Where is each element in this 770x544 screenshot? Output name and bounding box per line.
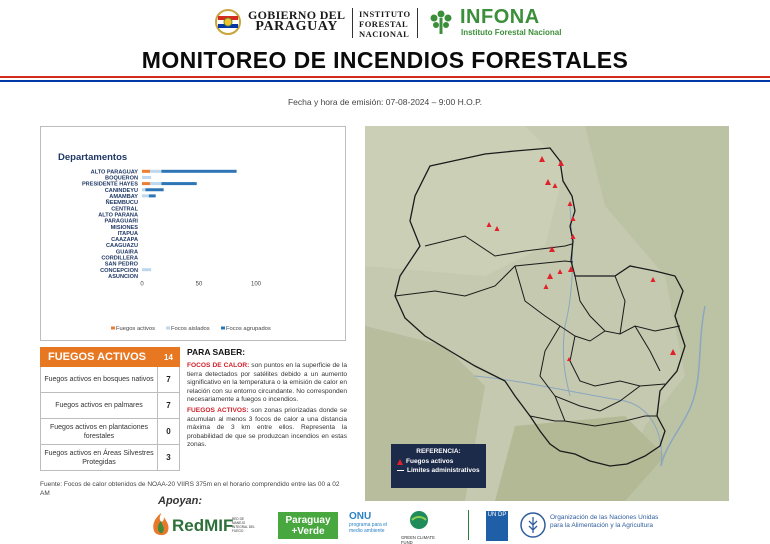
gov-line1: GOBIERNO DEL: [248, 8, 346, 22]
boundary-line-icon: [397, 470, 404, 472]
gcf-text: GREEN CLIMATE FUND: [401, 535, 435, 544]
bar-segment: [142, 176, 151, 179]
redmif-small-text: RED DE MANEJO INTEGRAL DEL FUEGO: [232, 517, 255, 533]
category-label: ÑEEMBUCU: [105, 200, 138, 207]
row-label: Fuegos activos en Áreas Silvestres Protegidas: [41, 445, 158, 470]
legend-label: Fuegos activos: [116, 326, 155, 332]
legend-fire-item: [397, 458, 480, 465]
inst-line3: NACIONAL: [359, 29, 410, 39]
legend-label: Focos agrupados: [226, 326, 271, 332]
bar-segment: [145, 188, 163, 191]
bar-segment: [142, 170, 150, 173]
category-label: GUAIRA: [115, 249, 138, 256]
legend-fire-label: Fuegos activos: [406, 458, 454, 465]
info-title: PARA SABER:: [187, 347, 246, 357]
row-label: Fuegos activos en palmares: [41, 393, 158, 418]
bar-segment: [149, 194, 156, 197]
legend-swatch: [111, 327, 115, 330]
unep-logo: [349, 511, 397, 539]
category-label: CAAZAPA: [111, 237, 138, 244]
institute-name: [359, 9, 411, 39]
divider: [417, 8, 418, 38]
table-row: [40, 367, 180, 393]
x-tick-label: 100: [250, 281, 262, 288]
undp-logo: [486, 511, 508, 541]
gov-line2: PARAGUAY: [255, 19, 338, 34]
legend-swatch: [221, 327, 225, 330]
category-label: MISIONES: [110, 224, 138, 231]
onu-name: ONU: [349, 511, 372, 522]
row-value: 0: [166, 427, 171, 436]
category-label: CAAGUAZU: [105, 243, 138, 250]
active-fires-title: FUEGOS ACTIVOS: [48, 351, 146, 363]
focos-text: son puntos en la superficie de la tierra detectados por satélites debido a un aumento significativo en la temperatura o la emisión de calor en relación con su entorno circundante. No corresponden necesariamente a fuegos o incendios.: [187, 362, 347, 404]
onu-subtitle: programa para el medio ambiente: [349, 522, 388, 534]
flag-stripe-blue: [0, 80, 770, 82]
fao-logo: [519, 511, 659, 539]
fao-emblem-icon: [519, 511, 547, 539]
paraguay-fire-map: [365, 126, 729, 501]
legend-swatch: [166, 327, 170, 330]
info-section: [187, 347, 347, 452]
legend-limits-label: Limites administrativos: [407, 467, 480, 474]
pyverde-line1: Paraguay: [285, 515, 331, 526]
category-label: PRESIDENTE HAYES: [81, 181, 138, 188]
row-value: 3: [166, 453, 171, 462]
inst-line1: INSTITUTO: [359, 9, 411, 19]
x-tick-label: 50: [195, 281, 203, 288]
x-tick-label: 0: [140, 281, 144, 288]
bar-segment: [142, 188, 145, 191]
map-legend: [391, 444, 486, 488]
active-fires-header: [40, 347, 180, 367]
fire-triangle-icon: [397, 459, 403, 465]
fao-name: Organización de las Naciones Unidas para la Alimentación y la Agricultura: [550, 514, 659, 529]
category-label: ALTO PARAGUAY: [90, 169, 138, 176]
infona-name: INFONA: [460, 6, 540, 28]
category-label: CANINDEYU: [104, 187, 138, 194]
fuegos-text: son zonas priorizadas donde se acumulan al menos 3 focos de calor a una distancia máxima de 3 km entre ellos. Representa la probabilidad de que se produzcan incendios en estas zonas.: [187, 406, 347, 449]
infona-subtitle: Instituto Forestal Nacional: [461, 28, 562, 37]
pyverde-line2: +Verde: [291, 526, 325, 537]
government-name: [248, 9, 345, 33]
legend-limits-item: [397, 467, 480, 474]
legend-title: REFERENCIA:: [416, 448, 461, 455]
category-label: PARAGUARI: [104, 218, 138, 225]
table-row: [40, 445, 180, 471]
page-title: MONITOREO DE INCENDIOS FORESTALES: [141, 47, 629, 73]
redmif-name: RedMIF: [172, 516, 234, 535]
row-value: 7: [166, 375, 171, 384]
category-label: ALTO PARANA: [98, 212, 138, 219]
divider: [352, 8, 353, 38]
supporters-label: Apoyan:: [158, 495, 202, 507]
category-label: SAN PEDRO: [104, 261, 138, 268]
category-label: ITAPUA: [117, 230, 138, 237]
table-row: [40, 393, 180, 419]
redmif-logo: [150, 511, 260, 539]
source-note: Fuente: Focos de calor obtenidos de NOAA-20 VIIRS 375m en el horario comprendido entre las 00 a 02 AM: [40, 481, 340, 497]
bar-segment: [161, 170, 236, 173]
bar-segment: [161, 182, 196, 185]
bar-segment: [142, 182, 150, 185]
row-label: Fuegos activos en plantaciones forestales: [41, 419, 158, 444]
infona-tree-icon: [427, 8, 455, 36]
active-fires-total: 14: [164, 352, 173, 362]
green-climate-fund-logo: [399, 510, 439, 542]
bar-segment: [142, 194, 149, 197]
inst-line2: FORESTAL: [359, 19, 409, 29]
row-value: 7: [166, 401, 171, 410]
focos-definition: [187, 362, 347, 405]
paraguay-emblem-icon: [213, 8, 243, 36]
category-label: ASUNCION: [108, 273, 138, 280]
divider: [468, 510, 469, 540]
active-fires-table: [40, 347, 180, 471]
row-label: Fuegos activos en bosques nativos: [41, 367, 158, 392]
bar-segment: [150, 182, 161, 185]
category-label: BOQUERON: [105, 175, 138, 182]
department-bar-chart: [41, 127, 347, 342]
emission-date: Fecha y hora de emisión: 07-08-2024 – 9:00 H.O.P.: [287, 97, 483, 107]
gcf-globe-icon: [408, 510, 430, 530]
undp-text: UN DP: [487, 512, 507, 518]
legend-label: Focos aislados: [171, 326, 210, 332]
fuegos-definition: [187, 407, 347, 450]
category-label: CORDILLERA: [101, 255, 138, 262]
redmif-flame-icon: [150, 511, 172, 539]
category-label: AMAMBAY: [109, 194, 138, 200]
flag-stripe-white: [0, 78, 770, 79]
table-row: [40, 419, 180, 445]
category-label: CONCEPCION: [100, 267, 138, 274]
bar-segment: [150, 170, 161, 173]
chart-title: Departamentos: [58, 152, 128, 163]
focos-keyword: FOCOS DE CALOR:: [187, 362, 250, 369]
bar-segment: [142, 268, 151, 271]
category-label: CENTRAL: [111, 206, 138, 213]
department-chart-panel: [40, 126, 346, 341]
fuegos-keyword: FUEGOS ACTIVOS:: [187, 406, 249, 414]
paraguay-verde-logo: [278, 512, 338, 539]
header: [0, 0, 770, 42]
